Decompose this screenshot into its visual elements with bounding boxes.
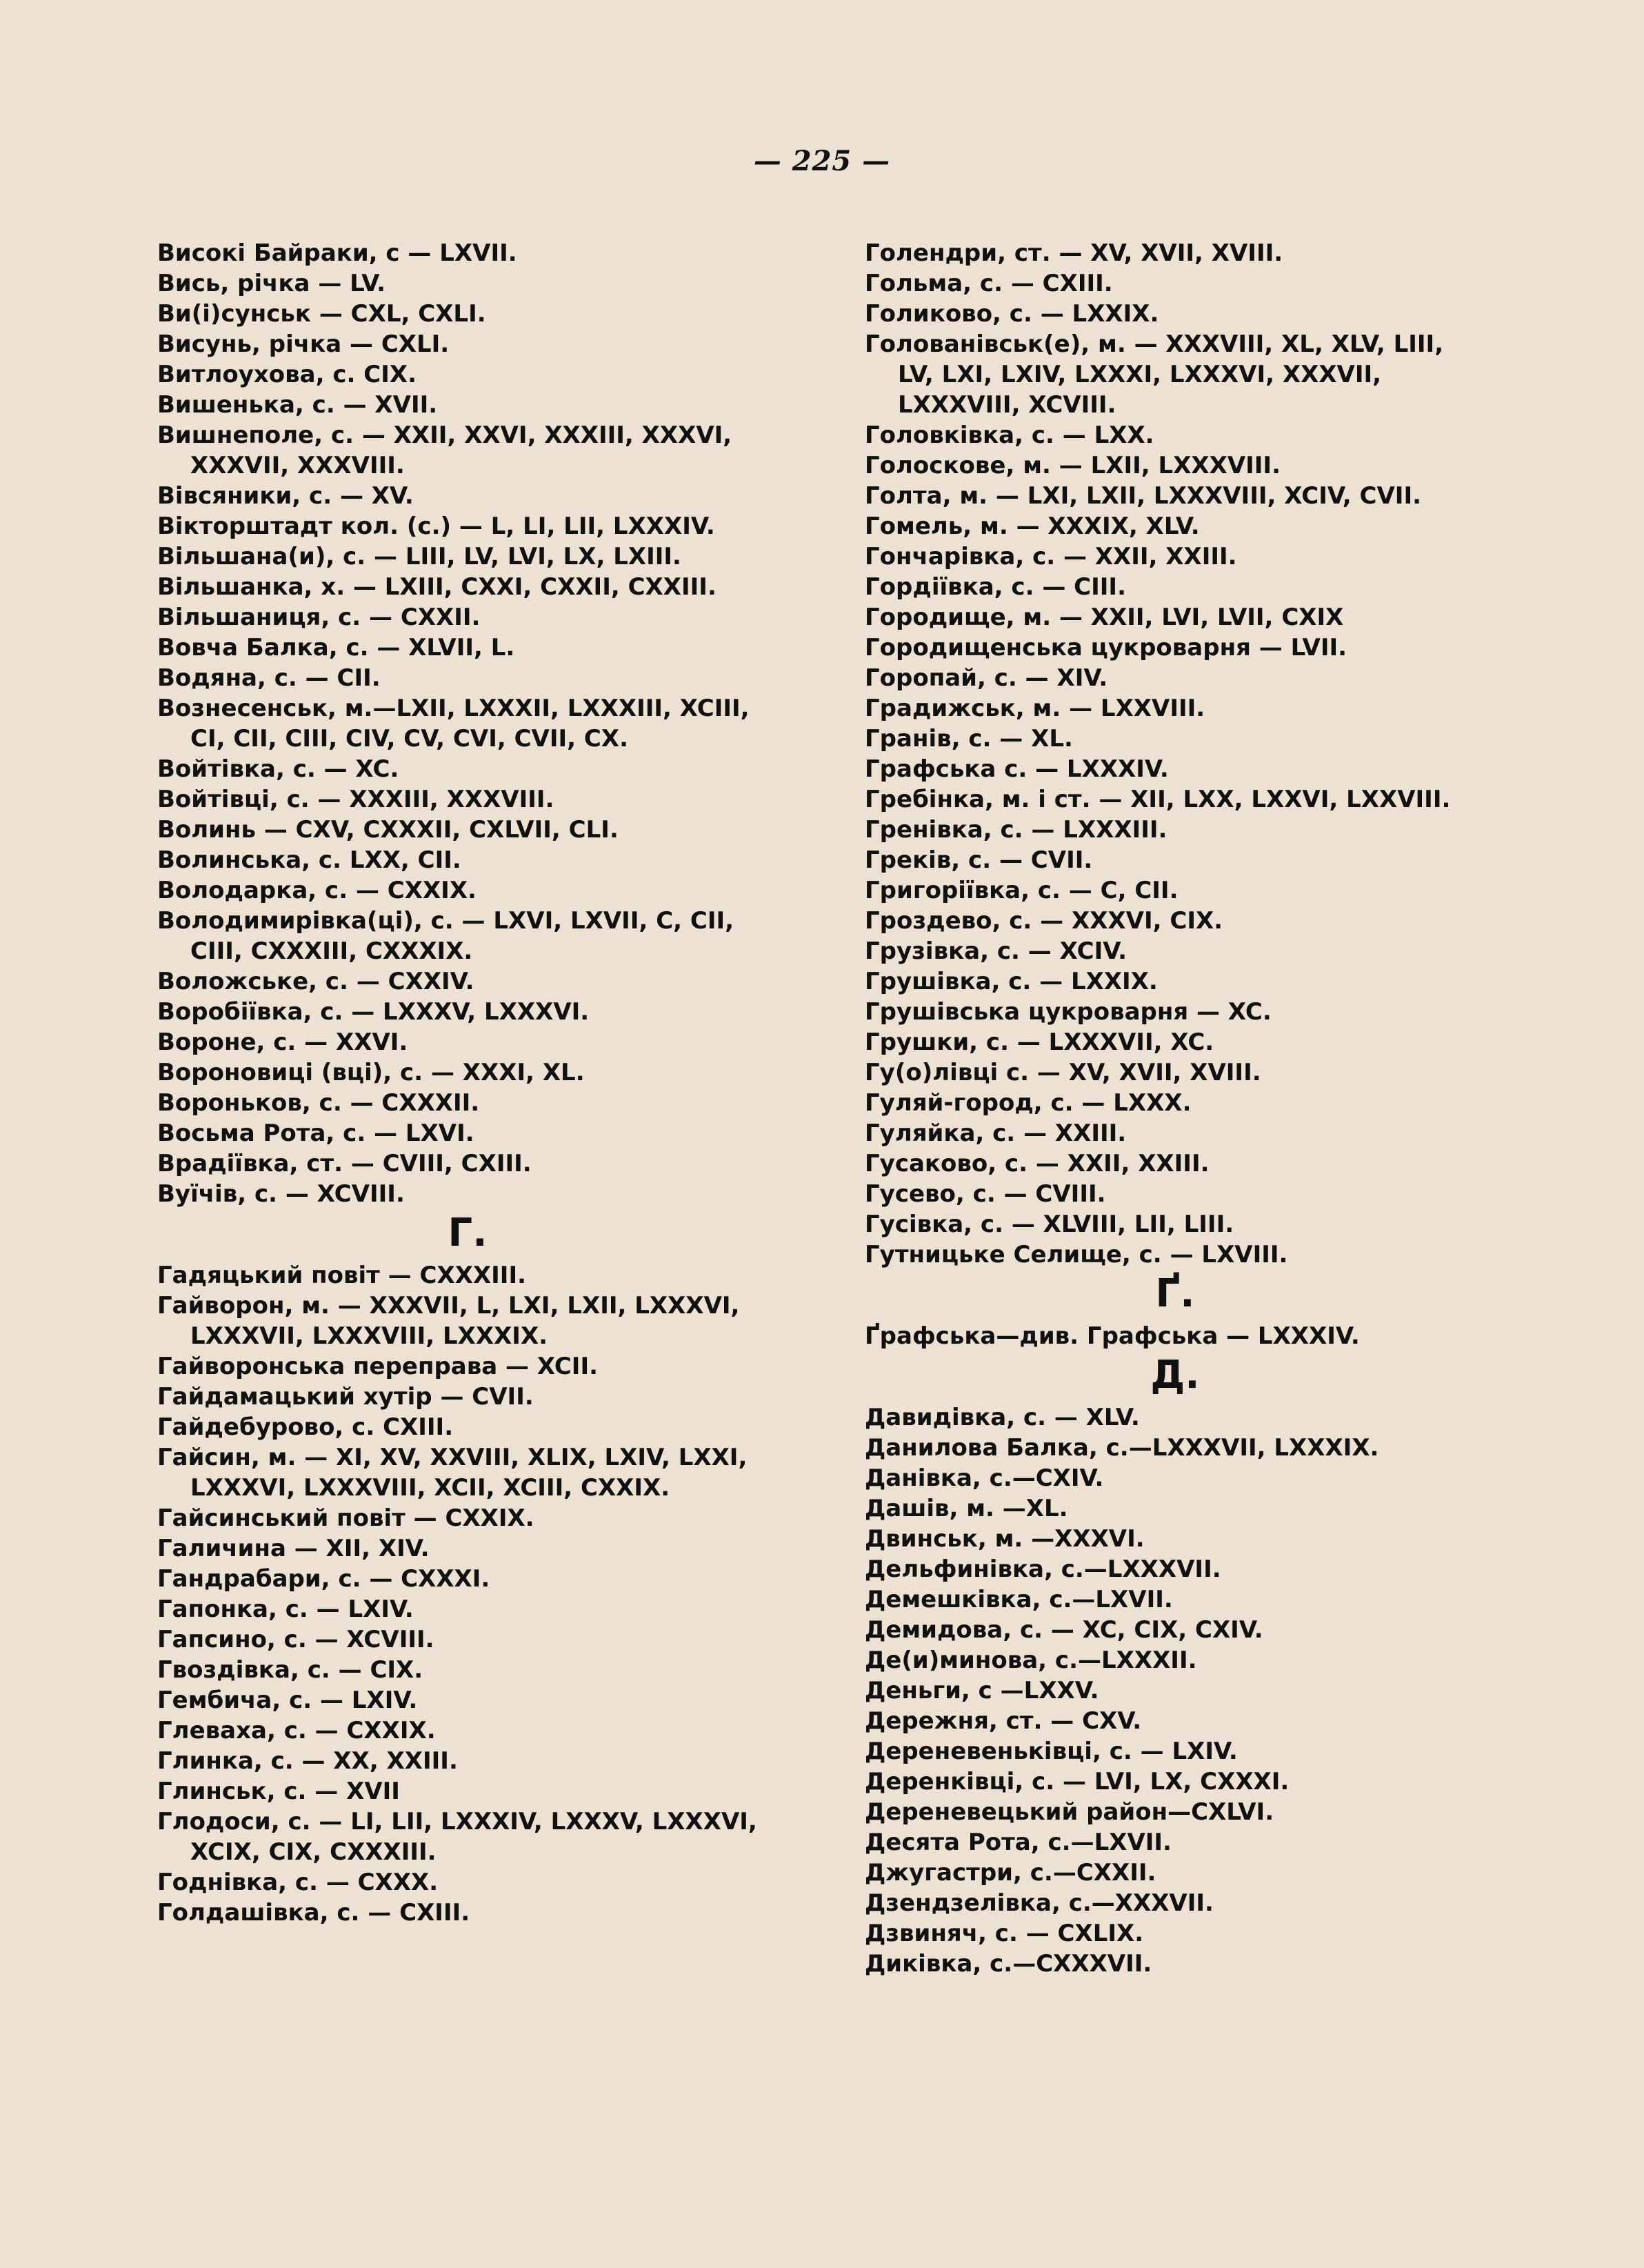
entries-h-continued	[865, 238, 1485, 1270]
index-entry: Горопай, с. — XIV.	[865, 664, 1108, 692]
index-entry: Вовча Балка, с. — XLVII, L.	[157, 634, 515, 662]
index-entry: Дереневеньківці, с. — LXIV.	[865, 1738, 1238, 1765]
index-entry: Волинська, с. LXX, CII.	[157, 846, 461, 874]
index-entry: Грузівка, с. — XCIV.	[865, 937, 1127, 965]
index-entry: Джугастри, с.—CXXII.	[865, 1859, 1156, 1887]
index-entry: Демешківка, с.—LXVII.	[865, 1586, 1173, 1613]
index-entry: Гусаково, с. — XXII, XXIII.	[865, 1150, 1210, 1177]
index-entry: Ґрафська—див. Графська — LXXXIV.	[865, 1322, 1360, 1350]
index-entry: Воложське, с. — CXXIV.	[157, 968, 474, 995]
entries-h	[157, 1260, 778, 1928]
index-entry: Воробіївка, с. — LXXXV, LXXXVI.	[157, 998, 590, 1026]
index-entry: Гроздево, с. — XXXVI, CIX.	[865, 907, 1223, 935]
index-entry: Вільшана(и), с. — LIII, LV, LVI, LX, LXIII.	[157, 543, 681, 570]
entries-g	[865, 1321, 1485, 1351]
index-entry: Вороньков, с. — CXXXII.	[157, 1089, 480, 1117]
index-entry: Вороне, с. — XXVI.	[157, 1028, 408, 1056]
index-entry: Вороновиці (вці), с. — XXXI, XL.	[157, 1059, 585, 1086]
index-entry: Глинка, с. — XX, XXIII.	[157, 1747, 458, 1775]
index-entry: Ви(і)сунськ — CXL, CXLI.	[157, 300, 486, 328]
index-entry: Гандрабари, с. — CXXXI.	[157, 1565, 490, 1593]
index-entry: Вишенька, с. — XVII.	[157, 391, 438, 419]
index-entry: Городище, м. — XXII, LVI, LVII, CXIX	[865, 604, 1344, 631]
index-entry: Гвоздівка, с. — CIX.	[157, 1656, 423, 1684]
index-entry: Вись, річка — LV.	[157, 270, 386, 297]
index-entry: Глеваха, с. — CXXIX.	[157, 1717, 436, 1744]
index-entry: Глинськ, с. — XVII	[157, 1778, 400, 1805]
index-entry: Восьма Рота, с. — LXVI.	[157, 1120, 474, 1147]
index-entry: Гранів, с. — XL.	[865, 725, 1073, 753]
index-entry: Гренівка, с. — LXXXIII.	[865, 816, 1167, 844]
index-entry: Данилова Балка, с.—LXXXVII, LXXXIX.	[865, 1434, 1379, 1462]
index-entry: Годнівка, с. — CXXX.	[157, 1869, 439, 1896]
index-entry: Диківка, с.—CXXXVII.	[865, 1950, 1152, 1978]
index-entry: Гутницьке Селище, с. — LXVIII.	[865, 1241, 1288, 1269]
section-letter-heading: Ґ.	[1155, 1271, 1195, 1316]
index-entry: Галичина — XII, XIV.	[157, 1535, 430, 1562]
index-entry: Гребінка, м. і ст. — XII, LXX, LXXVI, LXXVIII.	[865, 786, 1451, 813]
index-entry: Гайдамацький хутір — CVII.	[157, 1383, 534, 1411]
index-entry: Вівсяники, с. — XV.	[157, 482, 414, 510]
entries-v	[157, 238, 778, 1209]
index-entry: Грушівка, с. — LXXIX.	[865, 968, 1158, 995]
entries-d	[865, 1402, 1485, 1979]
index-entry: Гусево, с. — CVIII.	[865, 1180, 1106, 1208]
section-letter-heading: Д.	[1150, 1353, 1200, 1397]
index-entry: Деренківці, с. — LVI, LX, CXXXI.	[865, 1768, 1290, 1796]
index-entry: Гончарівка, с. — XXII, XXIII.	[865, 543, 1237, 570]
index-entry: Де(и)минова, с.—LXXXII.	[865, 1647, 1197, 1674]
page-number: — 225 —	[753, 145, 891, 177]
index-entry: Головківка, с. — LXX.	[865, 421, 1154, 449]
index-entry: Данівка, с.—CXIV.	[865, 1464, 1104, 1492]
index-entry: Володимирівка(ці), с. — LXVI, LXVII, C, CII, CIII, CXXXIII, CXXXIX.	[157, 907, 734, 965]
left-column	[157, 238, 778, 1928]
index-entry: Висунь, річка — CXLI.	[157, 330, 450, 358]
index-entry: Володарка, с. — CXXIX.	[157, 877, 477, 904]
index-entry: Водяна, с. — CII.	[157, 664, 381, 692]
index-entry: Городищенська цукроварня — LVII.	[865, 634, 1347, 662]
index-entry: Вишнеполе, с. — XXII, XXVI, XXXIII, XXXVI, XXXVII, XXXVIII.	[157, 421, 732, 479]
index-entry: Демидова, с. — XC, CIX, CXIV.	[865, 1616, 1263, 1644]
index-entry: Гуляйка, с. — XXIII.	[865, 1120, 1127, 1147]
index-entry: Деньги, с —LXXV.	[865, 1677, 1099, 1704]
index-entry: Гайдебурово, с. CXIII.	[157, 1413, 454, 1441]
index-entry: Грушівська цукроварня — XC.	[865, 998, 1272, 1026]
index-entry: Греків, с. — CVII.	[865, 846, 1093, 874]
index-entry: Дережня, ст. — CXV.	[865, 1707, 1142, 1735]
index-entry: Високі Байраки, с — LXVII.	[157, 239, 517, 267]
index-entry: Голоскове, м. — LXII, LXXXVIII.	[865, 452, 1281, 479]
index-entry: Гапонка, с. — LXIV.	[157, 1595, 414, 1623]
index-entry: Вуїчів, с. — XCVIII.	[157, 1180, 405, 1208]
index-entry: Десята Рота, с.—LXVII.	[865, 1829, 1172, 1856]
index-entry: Врадіївка, ст. — CVIII, CXIII.	[157, 1150, 532, 1177]
index-entry: Грушки, с. — LXXXVII, XC.	[865, 1028, 1214, 1056]
index-entry: Гомель, м. — XXXIX, XLV.	[865, 513, 1200, 540]
index-entry: Градижськ, м. — LXXVIII.	[865, 695, 1205, 722]
index-entry: Гу(о)лівці с. — XV, XVII, XVIII.	[865, 1059, 1261, 1086]
index-entry: Гайворонська переправа — XCII.	[157, 1353, 599, 1380]
index-entry: Голендри, ст. — XV, XVII, XVIII.	[865, 239, 1283, 267]
index-entry: Гольма, с. — CXIII.	[865, 270, 1113, 297]
index-entry: Войтівці, с. — XXXIII, XXXVIII.	[157, 786, 554, 813]
index-entry: Голованівськ(е), м. — XXXVIII, XL, XLV, LIII, LV, LXI, LXIV, LXXXI, LXXXVI, XXXVII, LXXXVIII, XCVIII.	[865, 330, 1444, 419]
index-entry: Голиково, с. — LXXIX.	[865, 300, 1159, 328]
index-entry: Дзендзелівка, с.—XXXVII.	[865, 1889, 1214, 1917]
index-entry: Двинськ, м. —XXXVI.	[865, 1525, 1145, 1553]
index-entry: Волинь — CXV, CXXXII, CXLVII, CLI.	[157, 816, 619, 844]
index-entry: Гембича, с. — LXIV.	[157, 1687, 418, 1714]
index-entry: Графська с. — LXXXIV.	[865, 755, 1169, 783]
index-entry: Дереневецький район—CXLVI.	[865, 1798, 1274, 1826]
index-entry: Голта, м. — LXI, LXII, LXXXVIII, XCIV, CVII.	[865, 482, 1422, 510]
right-column	[865, 238, 1485, 1979]
index-entry: Дельфинівка, с.—LXXXVII.	[865, 1555, 1221, 1583]
index-entry: Гусівка, с. — XLVIII, LII, LIII.	[865, 1211, 1234, 1238]
index-entry: Вікторштадт кол. (с.) — L, LI, LII, LXXXIV.	[157, 513, 715, 540]
index-entry: Вільшанка, х. — LXIII, CXXI, CXXII, CXXIII.	[157, 573, 716, 601]
index-entry: Дзвиняч, с. — CXLIX.	[865, 1920, 1144, 1947]
index-entry: Вознесенськ, м.—LXII, LXXXII, LXXXIII, XCIII, CI, CII, CIII, CIV, CV, CVI, CVII, CX.	[157, 695, 750, 753]
index-entry: Давидівка, с. — XLV.	[865, 1404, 1140, 1431]
index-entry: Григоріївка, с. — C, CII.	[865, 877, 1179, 904]
index-entry: Глодоси, с. — LI, LII, LXXXIV, LXXXV, LXXXVI, XCIX, CIX, CXXXIII.	[157, 1808, 757, 1866]
index-entry: Голдашівка, с. — CXIII.	[157, 1899, 470, 1927]
index-entry: Дашів, м. —XL.	[865, 1495, 1068, 1522]
index-entry: Войтівка, с. — XC.	[157, 755, 399, 783]
index-entry: Гордіївка, с. — CIII.	[865, 573, 1126, 601]
index-entry: Гайсин, м. — XI, XV, XXVIII, XLIX, LXIV, LXXI, LXXXVI, LXXXVIII, XCII, XCIII, CXXIX.	[157, 1444, 748, 1502]
index-entry: Гадяцький повіт — CXXXIII.	[157, 1262, 527, 1289]
index-entry: Гайсинський повіт — CXXIX.	[157, 1504, 534, 1532]
index-entry: Витлоухова, с. CIX.	[157, 361, 417, 388]
index-entry: Гайворон, м. — XXXVII, L, LXI, LXII, LXXXVI, LXXXVII, LXXXVIII, LXXXIX.	[157, 1292, 740, 1350]
index-entry: Вільшаниця, с. — CXXII.	[157, 604, 481, 631]
section-letter-heading: Г.	[448, 1211, 488, 1255]
index-entry: Гуляй-город, с. — LXXX.	[865, 1089, 1192, 1117]
index-entry: Гапсино, с. — XCVIII.	[157, 1626, 434, 1653]
